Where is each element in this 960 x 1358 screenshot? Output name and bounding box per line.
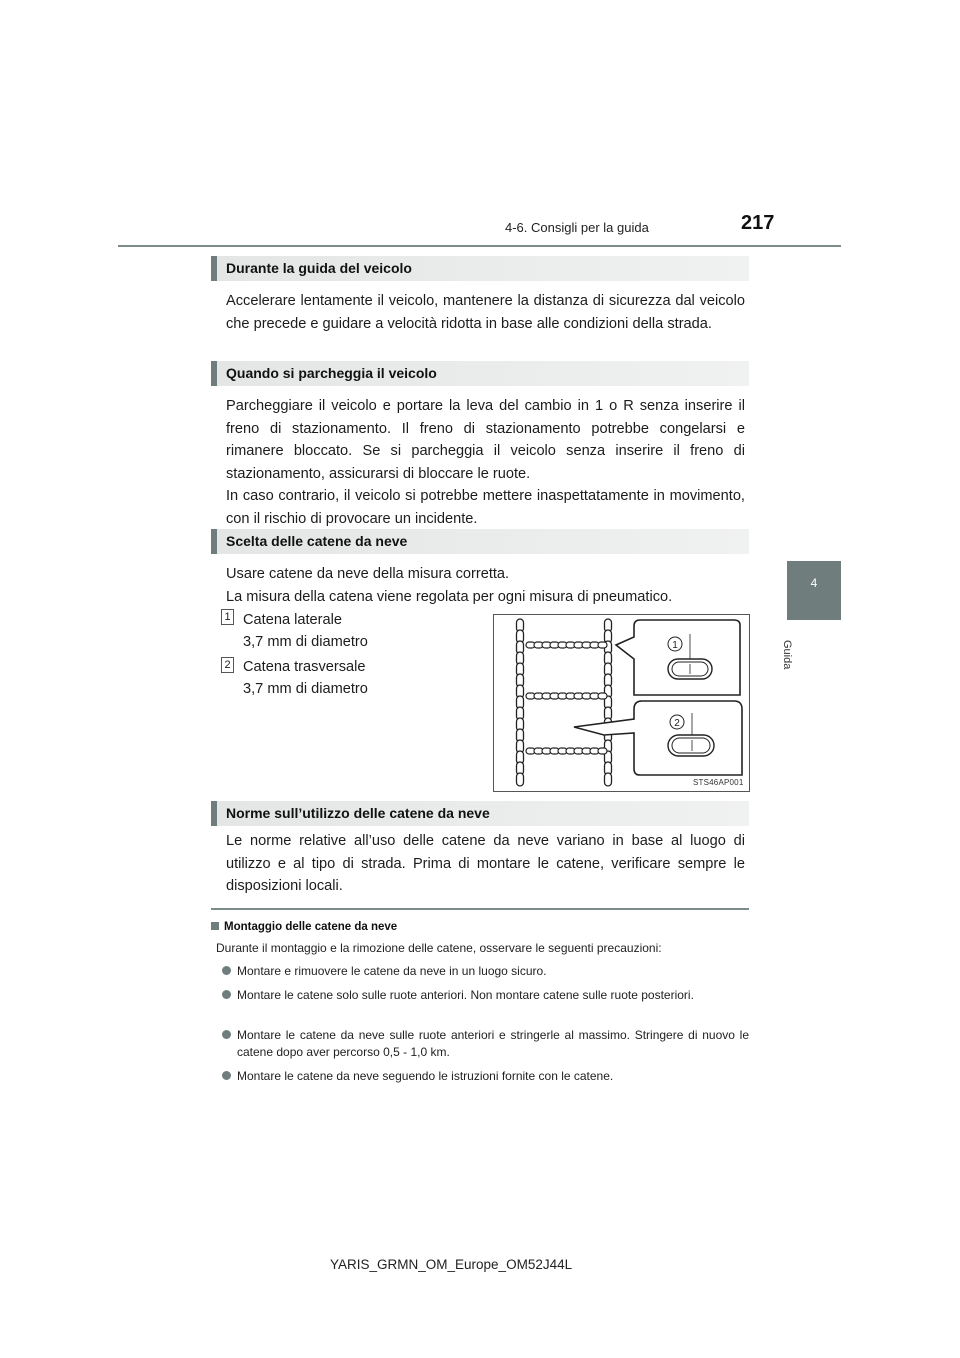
list-item bbox=[222, 963, 749, 980]
list-item bbox=[222, 1027, 749, 1060]
callout-number-1: 1 bbox=[221, 609, 234, 625]
parking-text-1: Parcheggiare il veicolo e portare la leva del cambio in 1 o R senza inserire il freno di stazionamento. Il freno di stazionamento potrebbe congelarsi e rimanere bloccato. Se si parcheggia il veicolo senza inserire il freno di stazionamento, assicurarsi di bloccare le ruote. bbox=[226, 398, 745, 482]
note-title-text: Montaggio delle catene da neve bbox=[224, 921, 398, 933]
list-item bbox=[222, 987, 749, 1004]
chain-item-2-name: Catena trasversale bbox=[243, 659, 366, 675]
chain-item-2 bbox=[243, 656, 368, 700]
chain-item-1-spec: 3,7 mm di diametro bbox=[243, 634, 368, 650]
list-item bbox=[222, 1068, 749, 1085]
square-bullet-icon bbox=[211, 922, 219, 930]
bullet-dot-icon bbox=[222, 966, 231, 975]
section-heading-chains: Scelta delle catene da neve bbox=[211, 529, 749, 554]
document-code-footer: YARIS_GRMN_OM_Europe_OM52J44L bbox=[330, 1257, 573, 1272]
chain-drawing bbox=[494, 615, 749, 791]
bullet-dot-icon bbox=[222, 1030, 231, 1039]
driving-text: Accelerare lentamente il veicolo, mantenere la distanza di sicurezza dal veicolo che precede e guidare a velocità ridotta in base alle condizioni della strada. bbox=[226, 293, 745, 332]
rules-text: Le norme relative all’uso delle catene da neve variano in base al luogo di utilizzo e al tipo di strada. Prima di montare le catene, verificare sempre le disposizioni locali. bbox=[226, 833, 745, 895]
header-divider bbox=[118, 245, 841, 247]
bullet-text: Montare le catene da neve sulle ruote anteriori e stringerle al massimo. Stringere di nuovo le catene dopo aver percorso 0,5 - 1,0 km. bbox=[237, 1028, 749, 1059]
parking-text-2: In caso contrario, il veicolo si potrebbe mettere inaspettatamente in movimento, con il rischio di provocare un incidente. bbox=[226, 488, 745, 527]
chains-line-1: Usare catene da neve della misura corretta. bbox=[226, 566, 510, 582]
bullet-dot-icon bbox=[222, 1071, 231, 1080]
callout-number-2: 2 bbox=[221, 657, 234, 673]
bullet-text: Montare le catene solo sulle ruote anteriori. Non montare catene sulle ruote posteriori. bbox=[237, 988, 694, 1002]
page-number: 217 bbox=[741, 212, 775, 234]
note-intro: Durante il montaggio e la rimozione delle catene, osservare le seguenti precauzioni: bbox=[216, 941, 662, 955]
note-divider bbox=[211, 908, 749, 910]
note-heading bbox=[211, 921, 397, 933]
svg-text:2: 2 bbox=[674, 718, 680, 729]
chain-item-1 bbox=[243, 609, 368, 653]
running-header-section: 4-6. Consigli per la guida bbox=[505, 220, 649, 235]
section-heading-driving: Durante la guida del veicolo bbox=[211, 256, 749, 281]
section-heading-rules: Norme sull’utilizzo delle catene da neve bbox=[211, 801, 749, 826]
figure-code: STS46AP001 bbox=[693, 778, 744, 787]
bullet-dot-icon bbox=[222, 990, 231, 999]
chapter-tab-number: 4 bbox=[810, 576, 818, 590]
driving-paragraph bbox=[226, 290, 745, 335]
chains-paragraph bbox=[226, 563, 745, 608]
parking-paragraph bbox=[226, 395, 745, 531]
bullet-text: Montare e rimuovere le catene da neve in un luogo sicuro. bbox=[237, 964, 547, 978]
svg-text:1: 1 bbox=[672, 640, 678, 651]
bullet-text: Montare le catene da neve seguendo le istruzioni fornite con le catene. bbox=[237, 1069, 614, 1083]
chapter-tab-label: Guida bbox=[781, 640, 793, 670]
chain-item-1-name: Catena laterale bbox=[243, 612, 342, 628]
snow-chain-illustration bbox=[493, 614, 750, 792]
section-heading-parking: Quando si parcheggia il veicolo bbox=[211, 361, 749, 386]
rules-paragraph bbox=[226, 830, 745, 898]
chain-item-2-spec: 3,7 mm di diametro bbox=[243, 681, 368, 697]
chains-line-2: La misura della catena viene regolata per ogni misura di pneumatico. bbox=[226, 588, 673, 605]
chapter-tab bbox=[787, 561, 841, 620]
